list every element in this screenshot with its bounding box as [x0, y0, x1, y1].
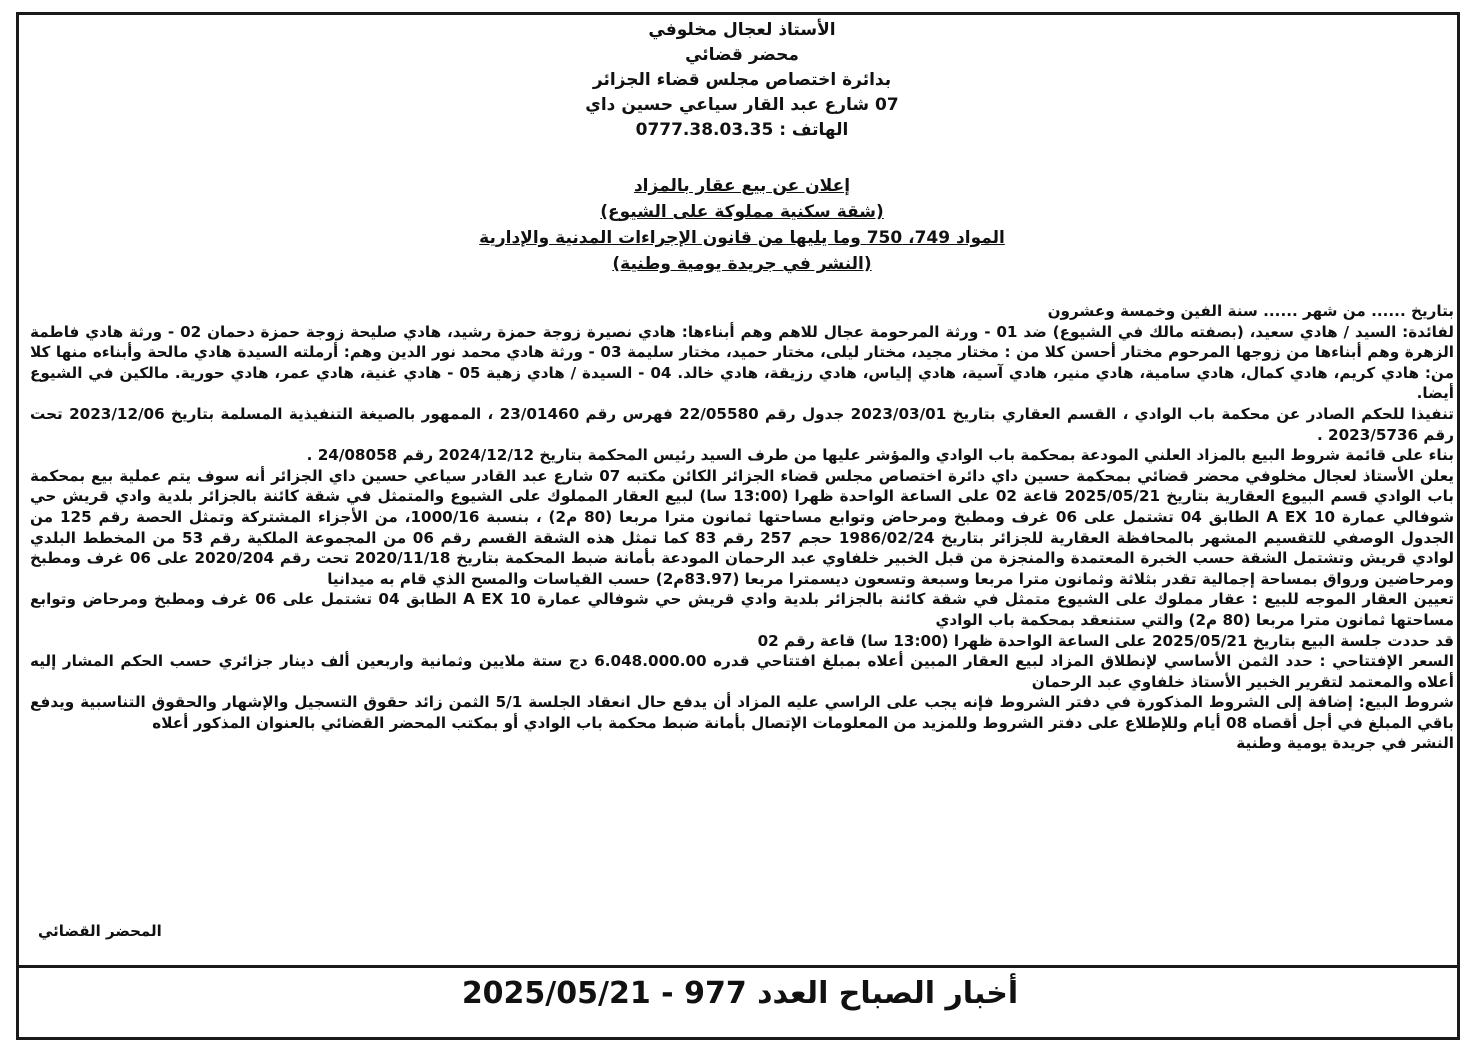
phone-label: الهاتف : [779, 120, 849, 140]
legal-articles: المواد 749، 750 وما يليها من قانون الإجراءات المدنية والإدارية [479, 228, 1005, 248]
bailiff-name: الأستاذ لعجال مخلوفي [648, 20, 836, 40]
date-line: بتاريخ ...... من شهر ...... سنة الفين وخمسة وعشرون [1047, 302, 1454, 320]
opening-price-paragraph: السعر الإفتتاحي : حدد الثمن الأساسي لإنطلاق المزاد لبيع العقار المبين أعلاه بمبلغ افتتاحي قدره 6.048.000.00 دج ستة ملايين وثمانية واربعين ألف دينار جزائري حسب الحكم المشار إليه أعلاه والمعتمد لتقرير الخبير الأستاذ خلفاوي عبد الرحمان [30, 652, 1454, 691]
conditions-list-paragraph: بناء على قائمة شروط البيع بالمزاد العلني المودعة بمحكمة باب الوادي والمؤشر عليها من طرف السيد رئيس المحكمة بتاريخ 2024/12/12 رقم 24/08058 . [306, 446, 1454, 465]
notice-body [30, 301, 1454, 754]
phone-number: 0777.38.03.35 [635, 120, 774, 140]
notice-content [30, 18, 1454, 975]
issue-date: 2025/05/21 [461, 976, 651, 1011]
notice-title: إعلان عن بيع عقار بالمزاد [633, 176, 851, 196]
property-designation-paragraph: تعيين العقار الموجه للبيع : عقار مملوك على الشيوع متمثل في شقة كائنة بالجزائر بلدية وادي قريش حي شوفالي عمارة A EX 10 الطابق 04 تشتمل على 06 غرف ومطبخ ومرحاض وتوابع مساحتها ثمانون مترا مربعا (80 م2) والتي ستنعقد بمحكمة باب الوادي [30, 590, 1454, 629]
newspaper-issue: أخبار الصباح العدد 977 [684, 976, 1019, 1011]
parties-paragraph: لفائدة: السيد / هادي سعيد، (بصفته مالك في الشيوع) ضد 01 - ورثة المرحومة عجال للاهم وهم أبناءها: هادي نصيرة زوجة حمزة رشيد، هادي صليحة زوجة حمزة دحمان 02 - ورثة هادي فاطمة الزهرة وهم أبناءها من زوجها المرحوم مختار أحسن كلا من : مختار مجيد، مختار ليلى، مختار حميد، مختار سليمة 03 - ورثة هادي محمد نور الدين وهم: أرملته السيدة هادي مالحة وأبناءه منها كلا من: هادي كريم، هادي كمال، هادي سامية، هادي منير، هادي آسية، هادي إلياس، هادي رزيقة، هادي خالد. 04 - السيدة / هادي زهية 05 - هادي غنية، هادي عمر، هادي حورية. مالكين في الشيوع أيضا. [30, 322, 1454, 403]
signature: المحضر القضائي [38, 922, 162, 940]
phone-line [432, 118, 1052, 143]
session-date-paragraph: قد حددت جلسة البيع بتاريخ 2025/05/21 على الساعة الواحدة ظهرا (13:00 سا) قاعة رقم 02 [757, 631, 1454, 650]
publication-line: النشر في جريدة يومية وطنية [1236, 734, 1454, 753]
bailiff-title: محضر قضائي [685, 45, 799, 65]
sale-conditions-paragraph: شروط البيع: إضافة إلى الشروط المذكورة في دفتر الشروط فإنه يجب على الراسي عليه المزاد أن يدفع حال انعقاد الجلسة 5/1 الثمن زائد حقوق التسجيل والإشهار والحقوق التناسبية ويدفع باقي المبلغ في أجل أقصاه 08 أيام وللإطلاع على دفتر الشروط وللمزيد من المعلومات الإتصال بأمانة ضبط محكمة باب الوادي أو بمكتب المحضر القضائي بالعنوان المذكور أعلاه [30, 693, 1454, 732]
footer-divider [16, 965, 1460, 968]
publication-note: (النشر في جريدة يومية وطنية) [612, 254, 872, 274]
office-address: 07 شارع عبد القار سياعي حسين داي [585, 95, 899, 115]
bailiff-header [432, 18, 1052, 143]
newspaper-footer [0, 976, 1480, 1011]
notice-subtitle: (شقة سكنية مملوكة على الشيوع) [600, 202, 884, 222]
footer-separator: - [661, 976, 674, 1011]
announcement-paragraph: يعلن الأستاذ لعجال مخلوفي محضر قضائي بمحكمة حسين داي دائرة اختصاص مجلس قضاء الجزائر الكائن مكتبه 07 شارع عبد القادر سياعي حسين داي الجزائر أنه سوف يتم عملية بيع بمحكمة باب الوادي قسم البيوع العقارية بتاريخ 2025/05/21 قاعة 02 على الساعة الواحدة ظهرا (13:00 سا) لبيع العقار المملوك على الشيوع والمتمثل في شقة كائنة بالجزائر بلدية وادي قريش حي شوفالي عمارة A EX 10 الطابق 04 تشتمل على 06 غرف ومطبخ ومرحاض وتوابع مساحتها ثمانون مترا مربعا (80 م2) ، بنسبة 1000/16، من الأجزاء المشتركة وتمثل الحصة رقم 125 من الجدول الوصفي للتقسيم المشهر بالمحافظة العقارية للجزائر بتاريخ 1986/02/24 حجم 257 رقم 83 كما تمثل هذه الشقة القسم رقم 06 من المجموعة الملكية رقم 53 من المخطط البلدي لوادي قريش وتشتمل الشقة حسب الخبرة المعتمدة والمنجزة من قبل الخبير خلفاوي عبد الرحمان المودعة بأمانة ضبط المحكمة بتاريخ 2020/11/18 تحت رقم 2020/204 على 06 غرف ومطبخ ومرحاضين ورواق بمساحة إجمالية تقدر بثلاثة وثمانون مترا مربعا وسبعة وتسعون ديسمترا مربعا (83.97م2) حسب القياسات والمسح الذي قام به ميدانيا [30, 466, 1455, 588]
jurisdiction: بدائرة اختصاص مجلس قضاء الجزائر [592, 70, 892, 90]
notice-title-block [30, 173, 1454, 277]
judgment-paragraph: تنفيذا للحكم الصادر عن محكمة باب الوادي ، القسم العقاري بتاريخ 2023/03/01 جدول رقم 22/05580 فهرس رقم 23/01460 ، الممهور بالصيغة التنفيذية المسلمة بتاريخ 2023/12/06 تحت رقم 2023/5736 . [30, 404, 1455, 444]
